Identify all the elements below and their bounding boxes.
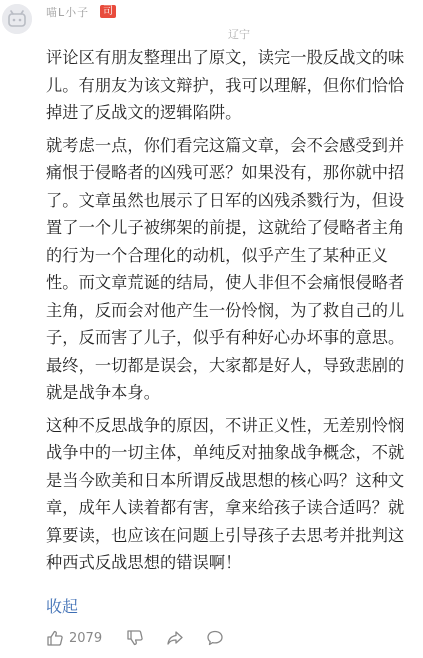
default-avatar-icon	[2, 4, 32, 34]
collapse-link[interactable]: 收起	[46, 597, 79, 616]
comment-header	[0, 0, 423, 44]
share-icon	[166, 629, 184, 647]
comment-paragraph: 评论区有朋友整理出了原文，读完一股反战文的味儿。有朋友为该文辩护，我可以理解，但你们恰恰掉进了反战文的逻辑陷阱。	[46, 48, 405, 122]
dislike-button[interactable]	[126, 629, 144, 647]
thumbs-down-icon	[126, 629, 144, 647]
thumbs-up-icon	[46, 629, 64, 647]
user-avatar[interactable]	[2, 4, 32, 34]
share-button[interactable]	[166, 629, 184, 647]
comment-paragraph: 就考虑一点，你们看完这篇文章，会不会感受到并痛恨于侵略者的凶残可恶？如果没有，那你就中招了。文章虽然也展示了日军的凶残杀戮行为，但设置了一个儿子被绑架的前提，这就给了侵略者主角的行为一个合理化的动机，似乎产生了某种正义性。而文章荒诞的结局，使人非但不会痛恨侵略者主角，反而会对他产生一份怜悯，为了救自己的儿子，反而害了儿子，似乎有种好心办坏事的意思。最终，一切都是误会，大家都是好人，导致悲剧的就是战争本身。	[46, 135, 405, 402]
username[interactable]: 喵L小子	[46, 6, 90, 19]
like-count: 2079	[69, 630, 103, 646]
comment-bubble-icon	[206, 629, 224, 647]
user-badge: 司	[100, 5, 116, 18]
reply-button[interactable]	[206, 629, 224, 647]
like-button[interactable]	[46, 629, 102, 647]
comment-action-bar	[46, 626, 224, 650]
comment-paragraph: 这种不反思战争的原因，不讲正义性，无差别怜悯战争中的一切主体，单纯反对抽象战争概念，不就是当今欧美和日本所谓反战思想的核心吗？这种文章，成年人读着都有害，拿来给孩子读合适吗？就算要读，也应该在问题上引导孩子去思考并批判这种西式反战思想的错误啊！	[46, 415, 405, 572]
location-label: 辽宁	[228, 28, 250, 41]
comment-body	[46, 44, 418, 582]
